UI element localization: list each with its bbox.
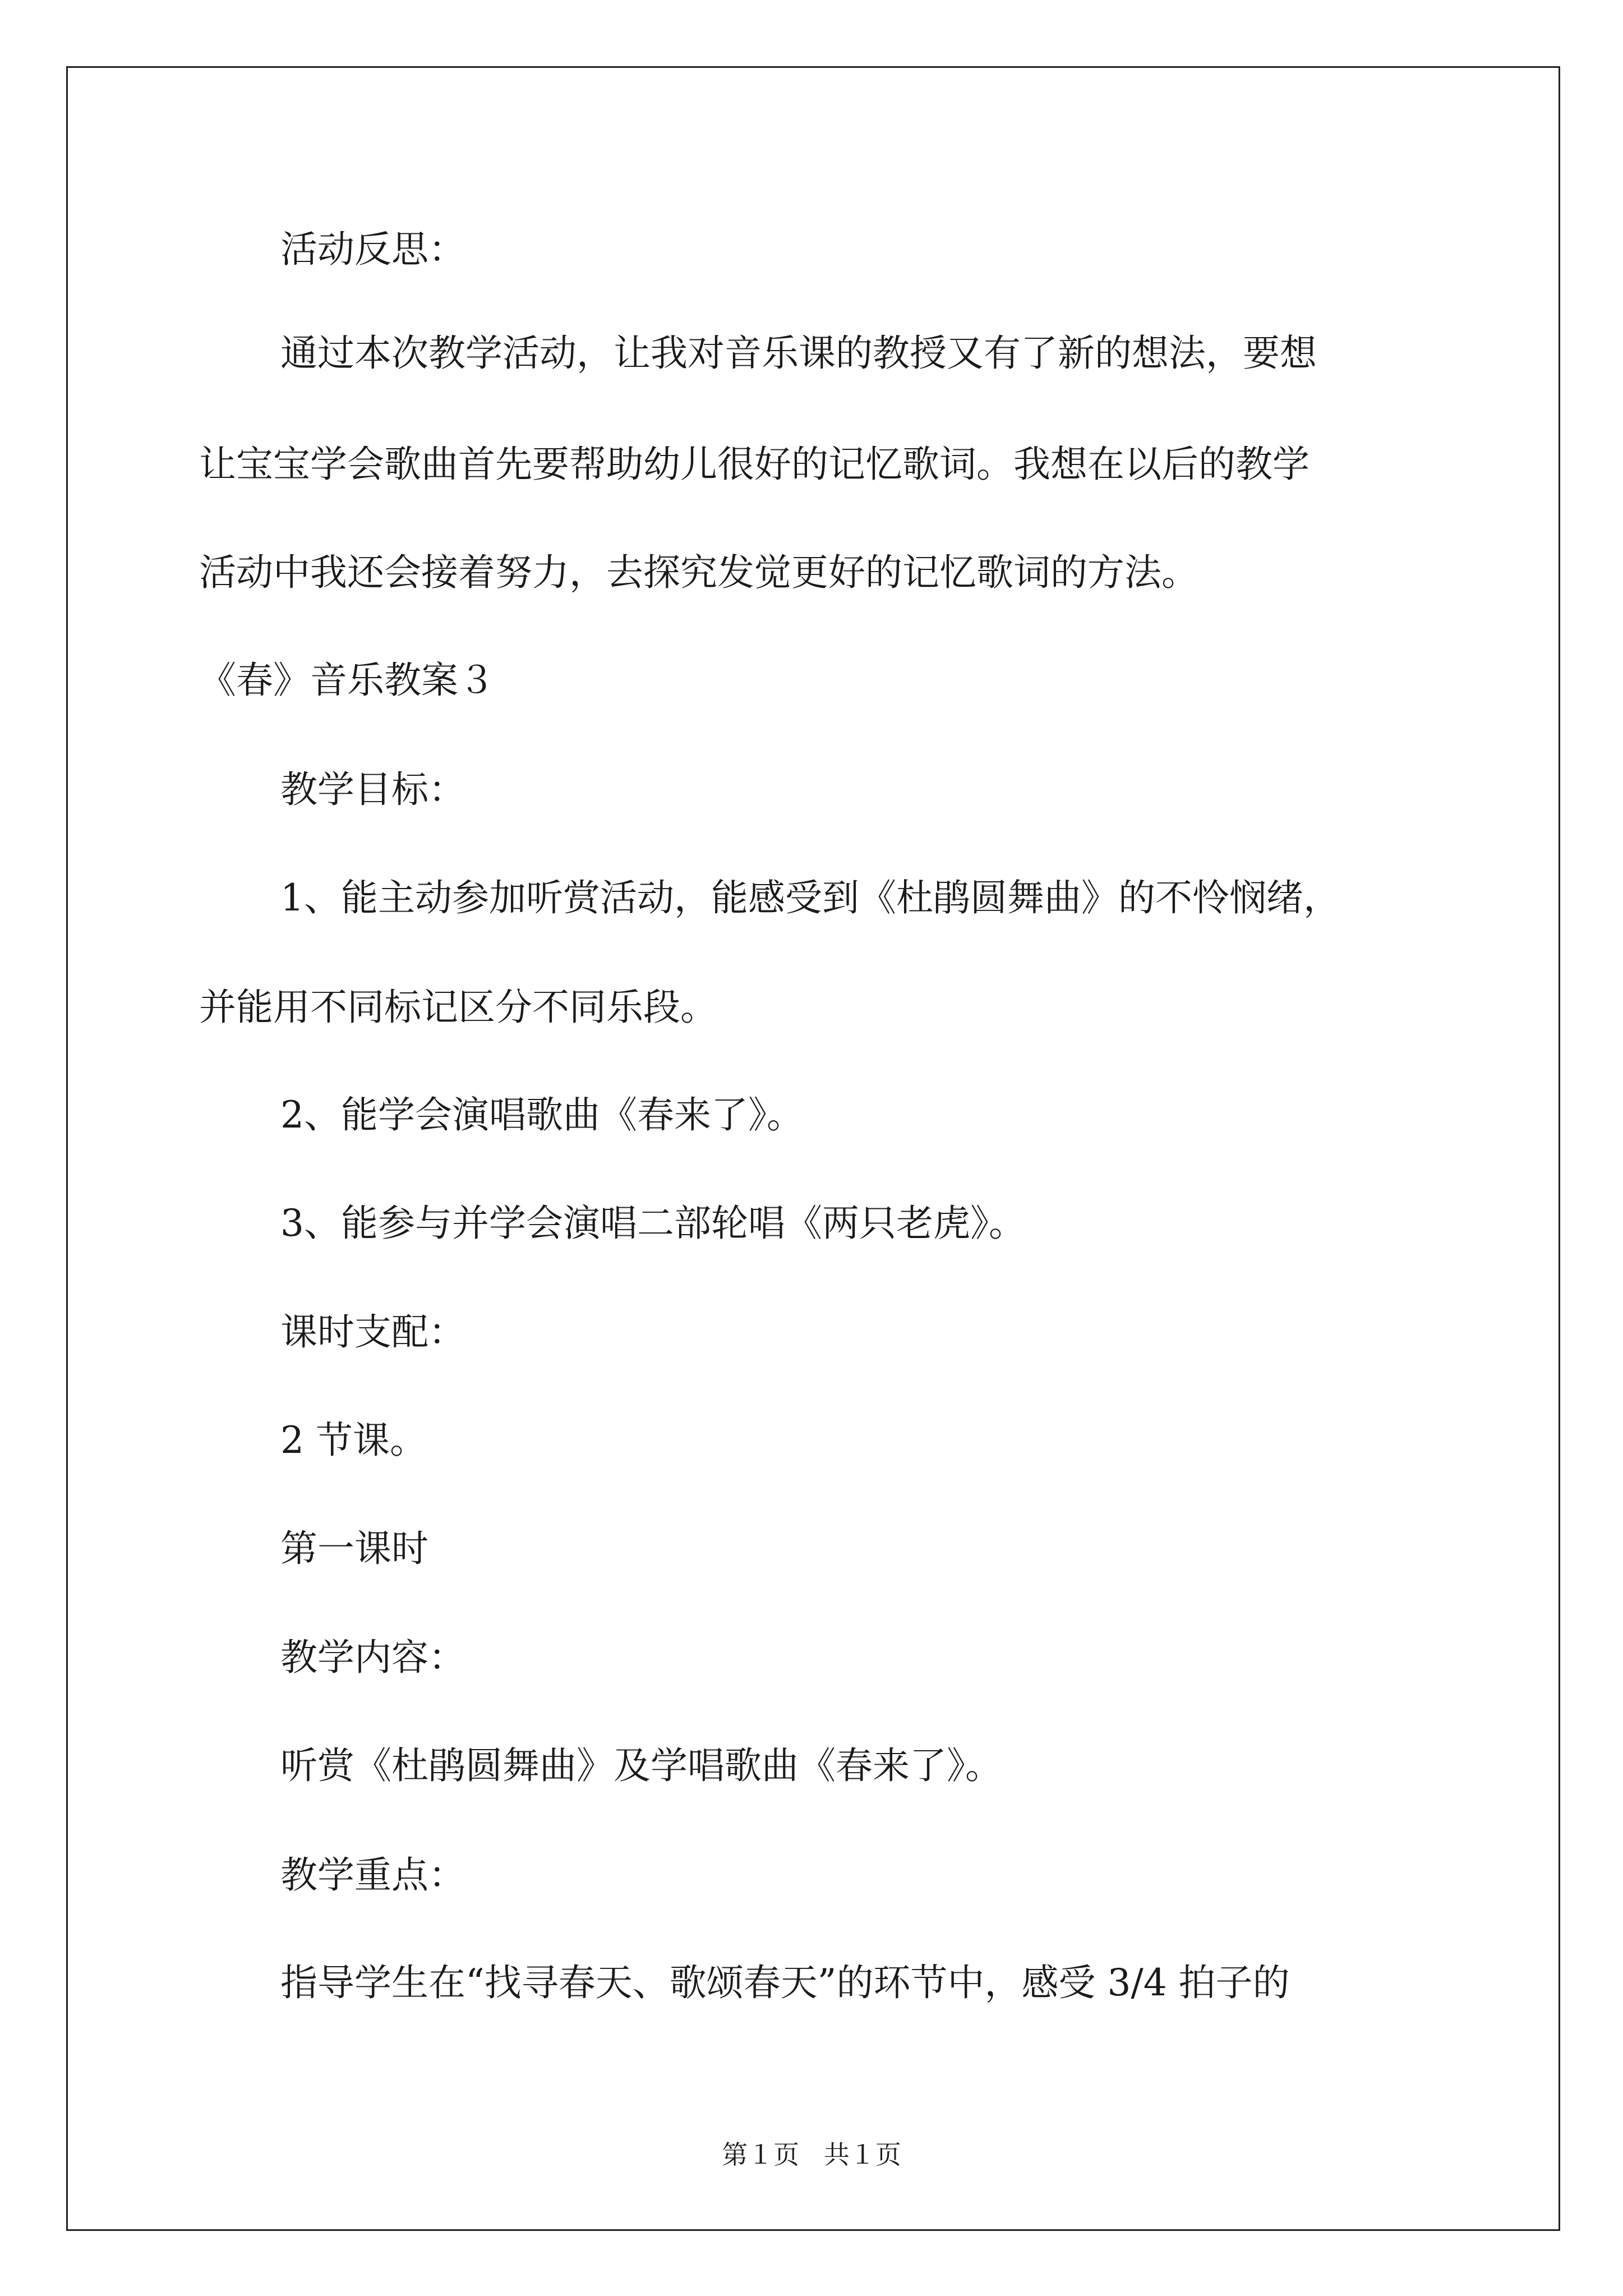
paragraph-line: 2、能学会演唱歌曲《春来了》。 <box>280 1093 804 1137</box>
section-title: 《春》音乐教案３ <box>199 659 495 702</box>
content-heading: 教学内容： <box>280 1636 465 1679</box>
paragraph-line: 活动中我还会接着努力，去探究发觉更好的记忆歌词的方法。 <box>199 551 1198 594</box>
paragraph-line: 2 节课。 <box>280 1419 427 1462</box>
reflection-heading: 活动反思： <box>280 228 465 271</box>
focus-heading: 教学重点： <box>280 1853 465 1897</box>
paragraph-line: 让宝宝学会歌曲首先要帮助幼儿很好的记忆歌词。我想在以后的教学 <box>199 443 1310 486</box>
page-number-footer: 第１页 共１页 <box>722 2139 901 2170</box>
lesson-heading: 第一课时 <box>280 1527 428 1570</box>
paragraph-line: 3、能参与并学会演唱二部轮唱《两只老虎》。 <box>280 1202 1026 1245</box>
paragraph-line: 指导学生在“找寻春天、歌颂春天”的环节中，感受 3/4 拍子的 <box>280 1961 1290 2004</box>
objectives-heading: 教学目标： <box>280 768 465 811</box>
paragraph-line: 听赏《杜鹃圆舞曲》及学唱歌曲《春来了》。 <box>280 1744 1002 1787</box>
paragraph-line: 并能用不同标记区分不同乐段。 <box>199 986 717 1029</box>
page-border <box>66 66 1560 2231</box>
schedule-heading: 课时支配： <box>280 1310 465 1354</box>
paragraph-line: 1、能主动参加听赏活动，能感受到《杜鹃圆舞曲》的不怜悯绪， <box>280 876 1340 919</box>
paragraph-line: 通过本次教学活动，让我对音乐课的教授又有了新的想法，要想 <box>280 332 1317 375</box>
